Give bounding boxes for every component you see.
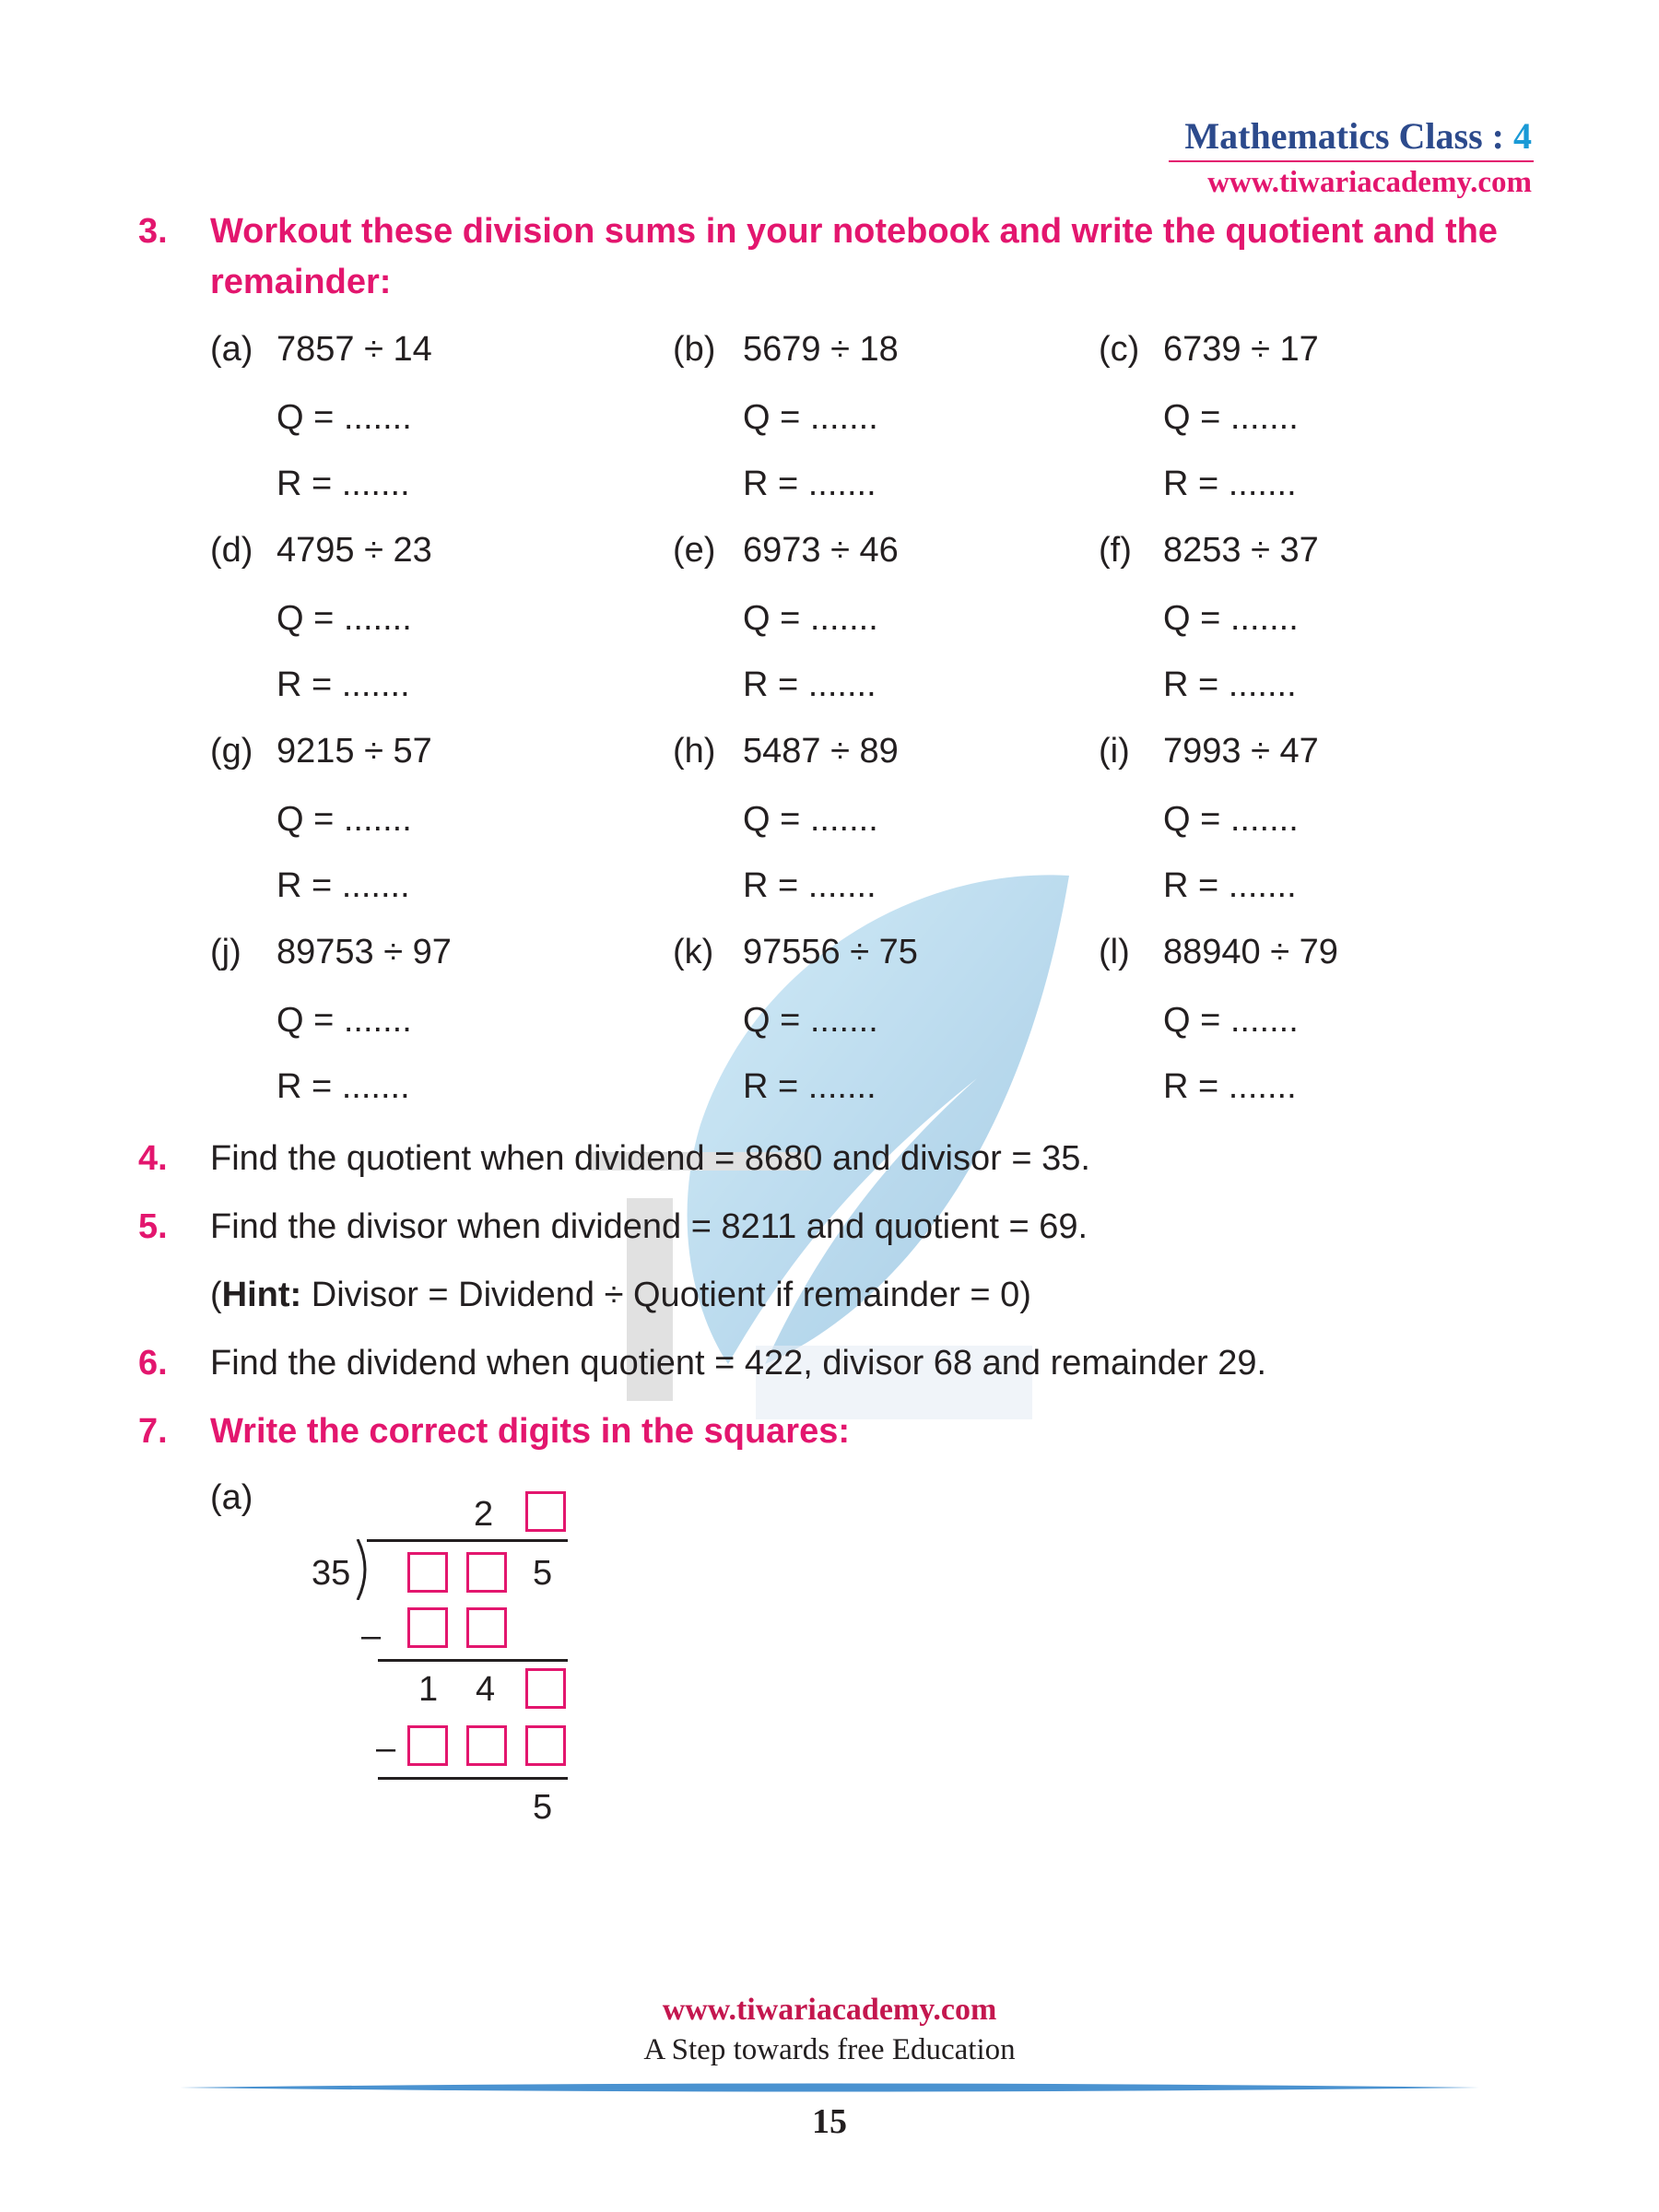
- q3-item-quotient: Q = .......: [276, 599, 412, 638]
- dividend-box-2[interactable]: [466, 1552, 507, 1593]
- q3-item-quotient: Q = .......: [743, 800, 878, 839]
- q3-text-line2: remainder:: [210, 263, 392, 301]
- quotient-digit: 2: [474, 1495, 494, 1534]
- q3-item-remainder: R = .......: [743, 465, 877, 503]
- q7-number: 7.: [138, 1412, 168, 1451]
- header-rule: [1169, 160, 1534, 162]
- q3-item-label: (j): [210, 933, 241, 971]
- q3-item-label: (f): [1099, 531, 1132, 570]
- q3-item-label: (g): [210, 732, 253, 771]
- q3-item-remainder: R = .......: [276, 1067, 410, 1106]
- subtract-box-1[interactable]: [407, 1607, 448, 1648]
- q3-item-remainder: R = .......: [743, 866, 877, 905]
- q3-item-label: (l): [1099, 933, 1130, 971]
- q3-item-quotient: Q = .......: [743, 599, 878, 638]
- q3-item-expression: 88940 ÷ 79: [1163, 933, 1338, 971]
- q3-item-expression: 9215 ÷ 57: [276, 732, 432, 771]
- page-number: 15: [812, 2102, 847, 2141]
- subtract2-box-1[interactable]: [407, 1725, 448, 1766]
- q3-item-quotient: Q = .......: [276, 800, 412, 839]
- footer-url[interactable]: www.tiwariacademy.com: [662, 1993, 997, 2027]
- header-url: www.tiwariacademy.com: [1207, 166, 1532, 199]
- quotient-box[interactable]: [525, 1491, 566, 1532]
- hint-label: Hint:: [221, 1276, 302, 1314]
- q3-item-remainder: R = .......: [1163, 665, 1297, 704]
- q7-sub-label: (a): [210, 1478, 253, 1517]
- q3-text-line1: Workout these division sums in your notebook and write the quotient and the: [210, 212, 1498, 251]
- q3-item-label: (h): [673, 732, 716, 771]
- q3-item-label: (e): [673, 531, 716, 570]
- division-bracket: [354, 1539, 374, 1600]
- subtract2-box-2[interactable]: [466, 1725, 507, 1766]
- step-digit-2: 4: [476, 1670, 496, 1709]
- q3-item-expression: 5679 ÷ 18: [743, 330, 899, 369]
- q6-text: Find the dividend when quotient = 422, divisor 68 and remainder 29.: [210, 1344, 1267, 1382]
- q3-item-expression: 7993 ÷ 47: [1163, 732, 1319, 771]
- step-line-2: [378, 1777, 568, 1780]
- class-number: 4: [1513, 115, 1532, 157]
- q3-item-quotient: Q = .......: [1163, 599, 1299, 638]
- q4-text: Find the quotient when dividend = 8680 and divisor = 35.: [210, 1139, 1090, 1178]
- q3-item-quotient: Q = .......: [743, 398, 878, 437]
- q3-item-label: (b): [673, 330, 716, 369]
- q3-item-expression: 7857 ÷ 14: [276, 330, 432, 369]
- q3-item-label: (c): [1099, 330, 1140, 369]
- q3-item-label: (a): [210, 330, 253, 369]
- q5-hint: (Hint: Divisor = Dividend ÷ Quotient if remainder = 0): [210, 1276, 1031, 1314]
- q3-item-label: (i): [1099, 732, 1130, 771]
- divisor: 35: [312, 1554, 351, 1593]
- q6-number: 6.: [138, 1344, 168, 1382]
- q3-item-remainder: R = .......: [743, 665, 877, 704]
- header-title: Mathematics Class : 4: [1184, 115, 1532, 157]
- q3-item-expression: 6973 ÷ 46: [743, 531, 899, 570]
- q3-item-expression: 8253 ÷ 37: [1163, 531, 1319, 570]
- q3-item-expression: 89753 ÷ 97: [276, 933, 452, 971]
- subtract-box-2[interactable]: [466, 1607, 507, 1648]
- q5-text: Find the divisor when dividend = 8211 and quotient = 69.: [210, 1207, 1088, 1246]
- step-line-1: [378, 1659, 568, 1662]
- minus-sign-1: –: [361, 1617, 382, 1655]
- q5-number: 5.: [138, 1207, 168, 1246]
- q3-item-remainder: R = .......: [1163, 866, 1297, 905]
- q3-item-quotient: Q = .......: [1163, 800, 1299, 839]
- q3-item-expression: 5487 ÷ 89: [743, 732, 899, 771]
- q3-item-remainder: R = .......: [276, 665, 410, 704]
- subtract2-box-3[interactable]: [525, 1725, 566, 1766]
- dividend-box-1[interactable]: [407, 1552, 448, 1593]
- q3-item-quotient: Q = .......: [743, 1001, 878, 1040]
- q3-item-remainder: R = .......: [276, 465, 410, 503]
- step-digit-1: 1: [418, 1670, 439, 1709]
- q3-item-quotient: Q = .......: [1163, 398, 1299, 437]
- q3-item-expression: 97556 ÷ 75: [743, 933, 918, 971]
- q3-item-expression: 6739 ÷ 17: [1163, 330, 1319, 369]
- remainder: 5: [533, 1788, 553, 1827]
- division-bar: [367, 1539, 568, 1542]
- q3-item-remainder: R = .......: [276, 866, 410, 905]
- q3-item-remainder: R = .......: [1163, 465, 1297, 503]
- footer-tagline: A Step towards free Education: [643, 2033, 1016, 2066]
- q3-item-remainder: R = .......: [1163, 1067, 1297, 1106]
- q3-item-expression: 4795 ÷ 23: [276, 531, 432, 570]
- q3-item-label: (k): [673, 933, 714, 971]
- q3-item-quotient: Q = .......: [276, 1001, 412, 1040]
- step-box-3[interactable]: [525, 1668, 566, 1709]
- q3-item-remainder: R = .......: [743, 1067, 877, 1106]
- q3-number: 3.: [138, 212, 168, 251]
- q3-item-quotient: Q = .......: [276, 398, 412, 437]
- dividend-last-digit: 5: [533, 1554, 553, 1593]
- q3-item-quotient: Q = .......: [1163, 1001, 1299, 1040]
- minus-sign-2: –: [376, 1729, 396, 1768]
- q4-number: 4.: [138, 1139, 168, 1178]
- footer-bar: [180, 2081, 1479, 2094]
- q7-text: Write the correct digits in the squares:: [210, 1412, 851, 1451]
- q3-item-label: (d): [210, 531, 253, 570]
